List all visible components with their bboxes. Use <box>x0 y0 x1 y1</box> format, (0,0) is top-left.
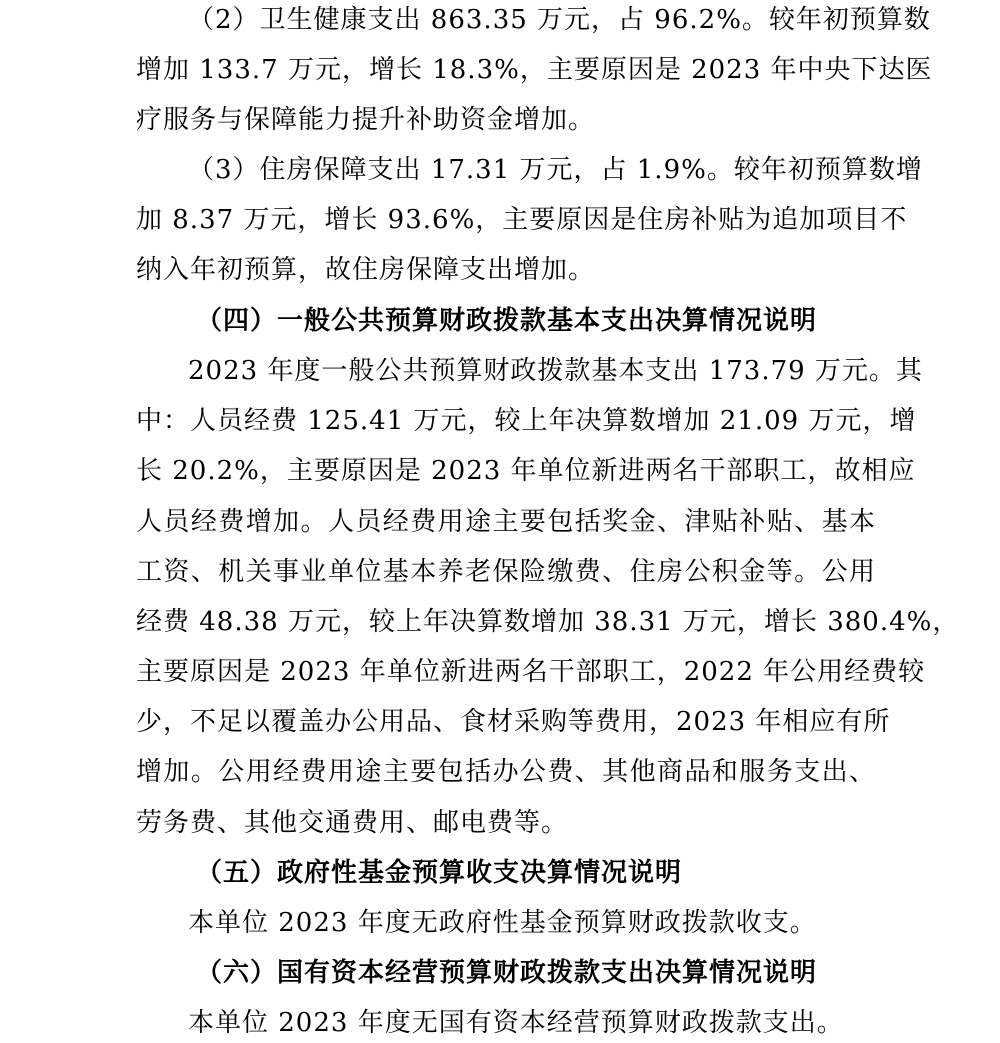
paragraph-basic-expense-line-2: 中：人员经费 125.41 万元，较上年决算数增加 21.09 万元，增 <box>136 406 917 436</box>
paragraph-basic-expense-line-9: 增加。公用经费用途主要包括办公费、其他商品和服务支出、 <box>136 757 876 787</box>
paragraph-health-line-1: （2）卫生健康支出 863.35 万元，占 96.2%。较年初预算数 <box>188 5 931 35</box>
paragraph-basic-expense-line-7: 主要原因是 2023 年单位新进两名干部职工，2022 年公用经费较 <box>136 657 926 687</box>
paragraph-basic-expense-line-10: 劳务费、其他交通费用、邮电费等。 <box>136 808 569 838</box>
paragraph-basic-expense-line-3: 长 20.2%，主要原因是 2023 年单位新进两名干部职工，故相应 <box>136 456 916 486</box>
paragraph-government-fund: 本单位 2023 年度无政府性基金预算财政拨款收支。 <box>188 908 817 938</box>
paragraph-basic-expense-line-6: 经费 48.38 万元，较上年决算数增加 38.31 万元，增长 380.4%， <box>136 607 960 637</box>
section-heading-5: （五）政府性基金预算收支决算情况说明 <box>196 858 683 888</box>
paragraph-health-line-3: 疗服务与保障能力提升补助资金增加。 <box>136 105 596 135</box>
paragraph-state-capital: 本单位 2023 年度无国有资本经营预算财政拨款支出。 <box>188 1008 844 1038</box>
paragraph-housing-line-2: 加 8.37 万元，增长 93.6%，主要原因是住房补贴为追加项目不 <box>136 205 908 235</box>
paragraph-health-line-2: 增加 133.7 万元，增长 18.3%，主要原因是 2023 年中央下达医 <box>136 55 933 85</box>
section-heading-6: （六）国有资本经营预算财政拨款支出决算情况说明 <box>196 958 818 988</box>
paragraph-basic-expense-line-4: 人员经费增加。人员经费用途主要包括奖金、津贴补贴、基本 <box>136 507 876 537</box>
paragraph-basic-expense-line-5: 工资、机关事业单位基本养老保险缴费、住房公积金等。公用 <box>136 557 876 587</box>
section-heading-4: （四）一般公共预算财政拨款基本支出决算情况说明 <box>196 306 818 336</box>
paragraph-housing-line-3: 纳入年初预算，故住房保障支出增加。 <box>136 255 596 285</box>
paragraph-basic-expense-line-8: 少，不足以覆盖办公用品、食材采购等费用，2023 年相应有所 <box>136 707 891 737</box>
paragraph-housing-line-1: （3）住房保障支出 17.31 万元，占 1.9%。较年初预算数增 <box>188 155 923 185</box>
paragraph-basic-expense-line-1: 2023 年度一般公共预算财政拨款基本支出 173.79 万元。其 <box>188 356 923 386</box>
